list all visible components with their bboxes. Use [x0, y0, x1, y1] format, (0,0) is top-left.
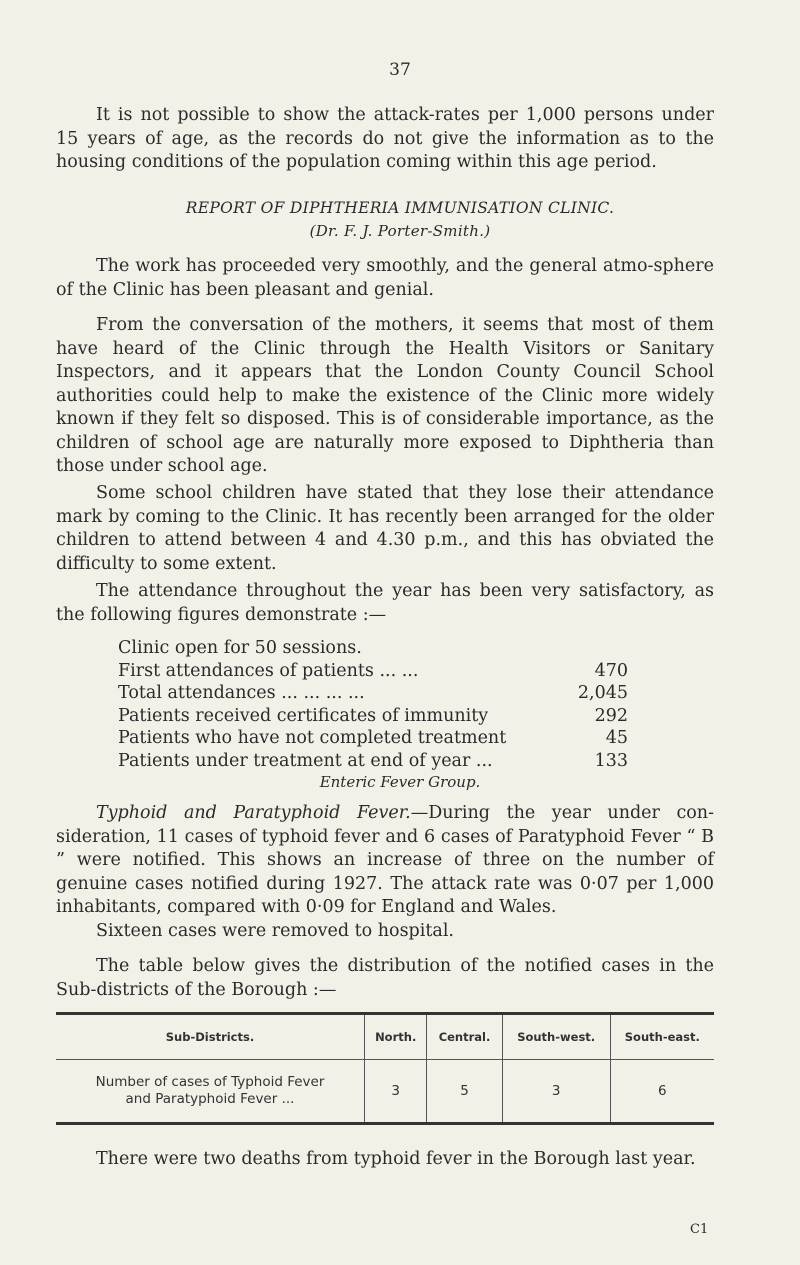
cell-south-east: 6	[610, 1060, 714, 1124]
table-intro-paragraph: The table below gives the distribution of the notified cases in the Sub-districts of the Borough :—	[56, 956, 714, 1000]
page-number: 37	[389, 60, 411, 80]
attendance-stats	[118, 637, 628, 772]
header-central: Central.	[427, 1014, 502, 1060]
stat-row: Total attendances ... ... ... ... 2,045	[118, 683, 628, 703]
footer-mark: C1	[690, 1222, 709, 1237]
header-north: North.	[365, 1014, 427, 1060]
enteric-heading: Enteric Fever Group.	[319, 773, 481, 791]
stat-row: Patients who have not completed treatment 45	[118, 728, 628, 748]
report-author: (Dr. F. J. Porter-Smith.)	[309, 222, 491, 240]
header-south-east: South-east.	[610, 1014, 714, 1060]
stat-row: Patients received certificates of immunity 292	[118, 705, 628, 726]
cell-south-west: 3	[502, 1060, 610, 1124]
paragraph-4: The attendance throughout the year has been very satisfactory, as the following figures demonstrate :—	[56, 581, 714, 625]
stat-row: First attendances of patients ... ... 470	[118, 660, 628, 681]
subdistrict-table	[56, 1012, 714, 1125]
table-header-row	[56, 1014, 714, 1060]
hospital-paragraph: Sixteen cases were removed to hospital.	[96, 921, 454, 941]
header-south-west: South-west.	[502, 1014, 610, 1060]
intro-paragraph: It is not possible to show the attack-rates per 1,000 persons under 15 years of age, as the records do not give the information as to the housing conditions of the population coming within this age period.	[56, 105, 714, 172]
paragraph-1: The work has proceeded very smoothly, and the general atmo-sphere of the Clinic has been pleasant and genial.	[56, 256, 714, 300]
closing-paragraph: There were two deaths from typhoid fever in the Borough last year.	[96, 1149, 696, 1169]
cell-central: 5	[427, 1060, 502, 1124]
row-label: Number of cases of Typhoid Fever and Paratyphoid Fever ...	[56, 1060, 365, 1124]
stat-row: Clinic open for 50 sessions.	[118, 638, 362, 658]
cell-north: 3	[365, 1060, 427, 1124]
stat-row: Patients under treatment at end of year ... 133	[118, 750, 628, 771]
report-title: REPORT OF DIPHTHERIA IMMUNISATION CLINIC.	[185, 199, 615, 217]
table-row	[56, 1060, 714, 1124]
paragraph-2: From the conversation of the mothers, it seems that most of them have heard of the Clinic through the Health Visitors or Sanitary Inspectors, and it appears that the London County Council School authorities could help to make the existence of the Clinic more widely known if they felt so disposed. This is of considerable importance, as the children of school age are naturally more exposed to Diphtheria than those under school age.	[56, 315, 714, 476]
header-sub-districts: Sub-Districts.	[56, 1014, 365, 1060]
typhoid-paragraph: Typhoid and Paratyphoid Fever.—During the year under con-sideration, 11 cases of typhoid fever and 6 cases of Paratyphoid Fever “ B ” were notified. This shows an increase of three on the number of genuine cases notified during 1927. The attack rate was 0·07 per 1,000 inhabitants, compared with 0·09 for England and Wales.	[56, 803, 714, 917]
paragraph-3: Some school children have stated that they lose their attendance mark by coming to the Clinic. It has recently been arranged for the older children to attend between 4 and 4.30 p.m., and this has obviated the difficulty to some extent.	[56, 483, 714, 574]
